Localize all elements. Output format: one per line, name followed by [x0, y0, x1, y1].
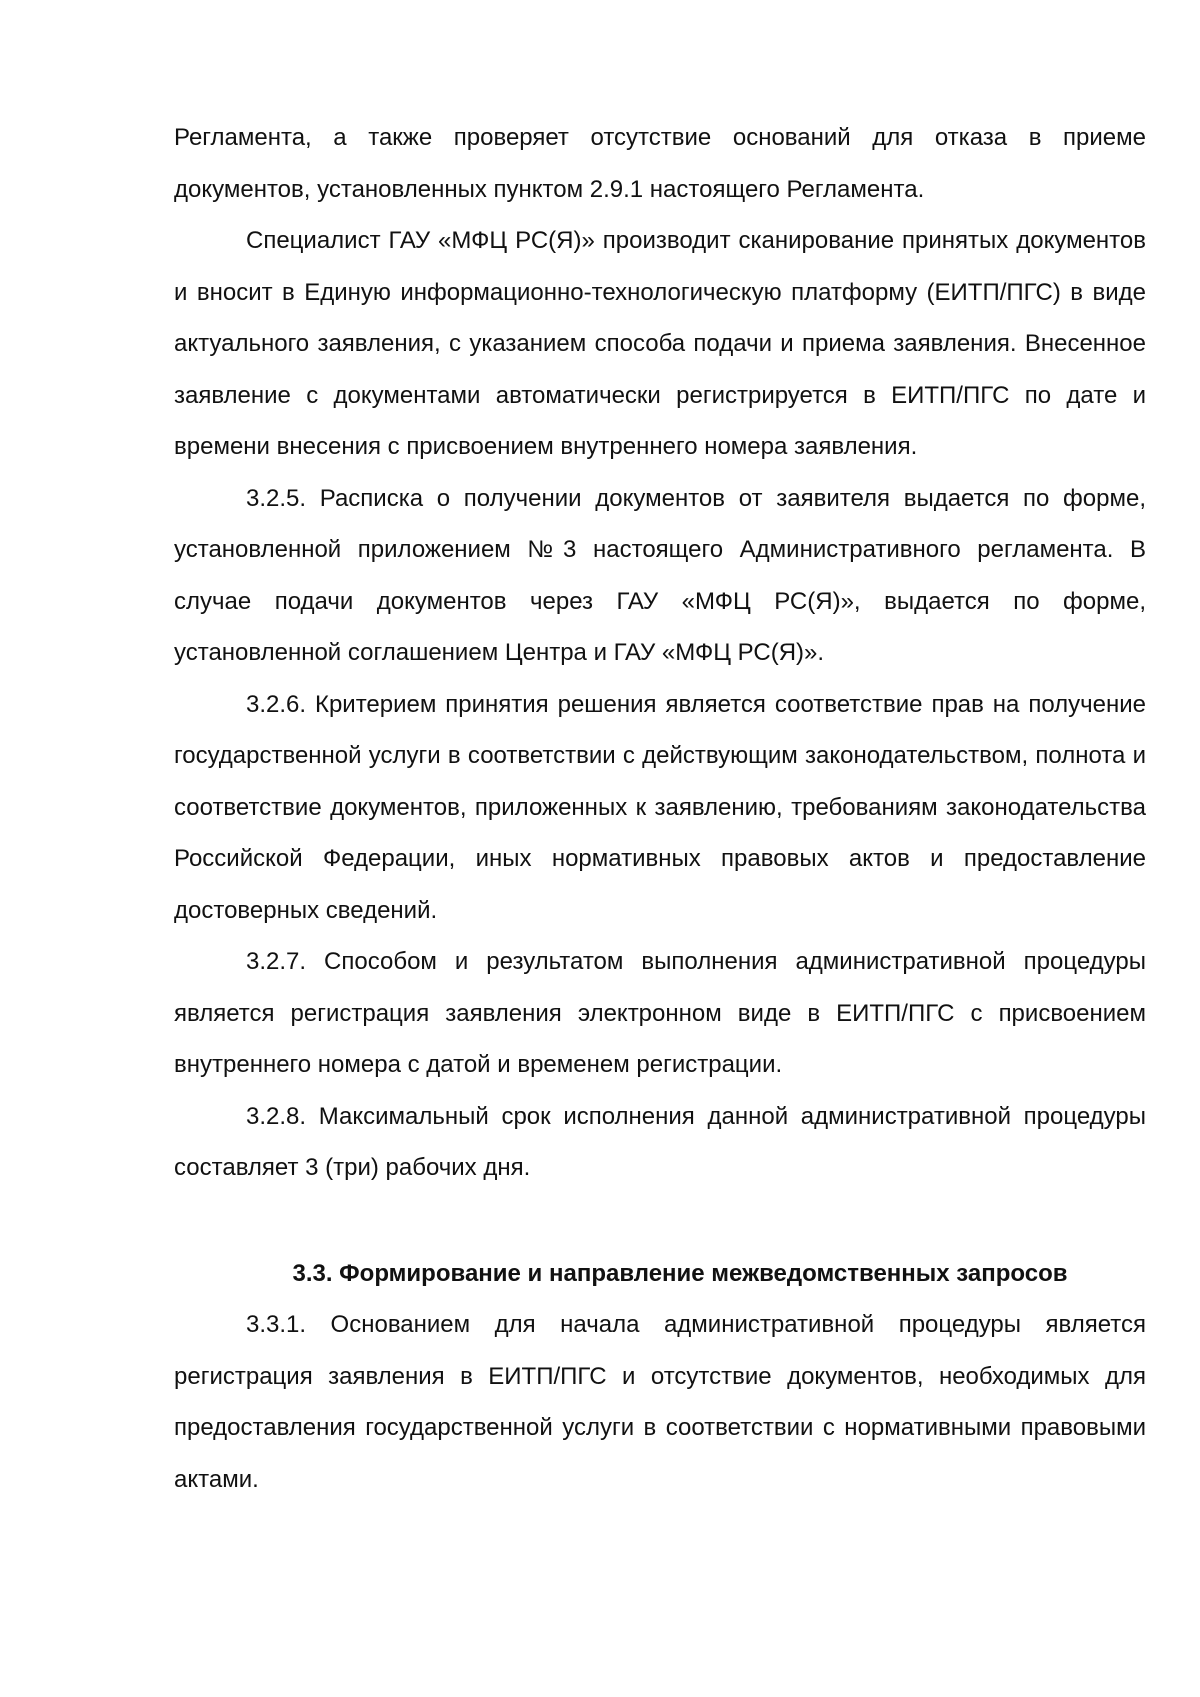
section-heading-3-3: 3.3. Формирование и направление межведомственных запросов [292, 1259, 1068, 1287]
paragraph-3-2-7: 3.2.7. Способом и результатом выполнения административной процедуры является регистрация заявления электронном виде в ЕИТП/ПГС с присвоением внутреннего номера с датой и временем регистрации. [174, 948, 1146, 1078]
paragraph-3-2-8: 3.2.8. Максимальный срок исполнения данной административной процедуры составляет 3 (три) рабочих дня. [174, 1102, 1146, 1181]
paragraph-continuation: Регламента, а также проверяет отсутствие оснований для отказа в приеме документов, установленных пунктом 2.9.1 настоящего Регламента. [174, 124, 1146, 203]
paragraph-3-2-5: 3.2.5. Расписка о получении документов от заявителя выдается по форме, установленной приложением №3 настоящего Административного регламента. В случае подачи документов через ГАУ «МФЦ РС(Я)», выдается по форме, установленной соглашением Центра и ГАУ «МФЦ РС(Я)». [174, 484, 1146, 666]
paragraph-specialist-scanning: Специалист ГАУ «МФЦ РС(Я)» производит сканирование принятых документов и вносит в Единую информационно-технологическую платформу (ЕИТП/ПГС) в виде актуального заявления, с указанием способа подачи и приема заявления. Внесенное заявление с документами автоматически регистрируется в ЕИТП/ПГС по дате и времени внесения с присвоением внутреннего номера заявления. [174, 227, 1146, 460]
document-page [174, 112, 1146, 1505]
paragraph-3-2-6: 3.2.6. Критерием принятия решения является соответствие прав на получение государственной услуги в соответствии с действующим законодательством, полнота и соответствие документов, приложенных к заявлению, требованиям законодательства Российской Федерации, иных нормативных правовых актов и предоставление достоверных сведений. [174, 690, 1146, 924]
paragraph-3-3-1: 3.3.1. Основанием для начала административной процедуры является регистрация заявления в ЕИТП/ПГС и отсутствие документов, необходимых для предоставления государственной услуги в соответствии с нормативными правовыми актами. [174, 1311, 1146, 1493]
